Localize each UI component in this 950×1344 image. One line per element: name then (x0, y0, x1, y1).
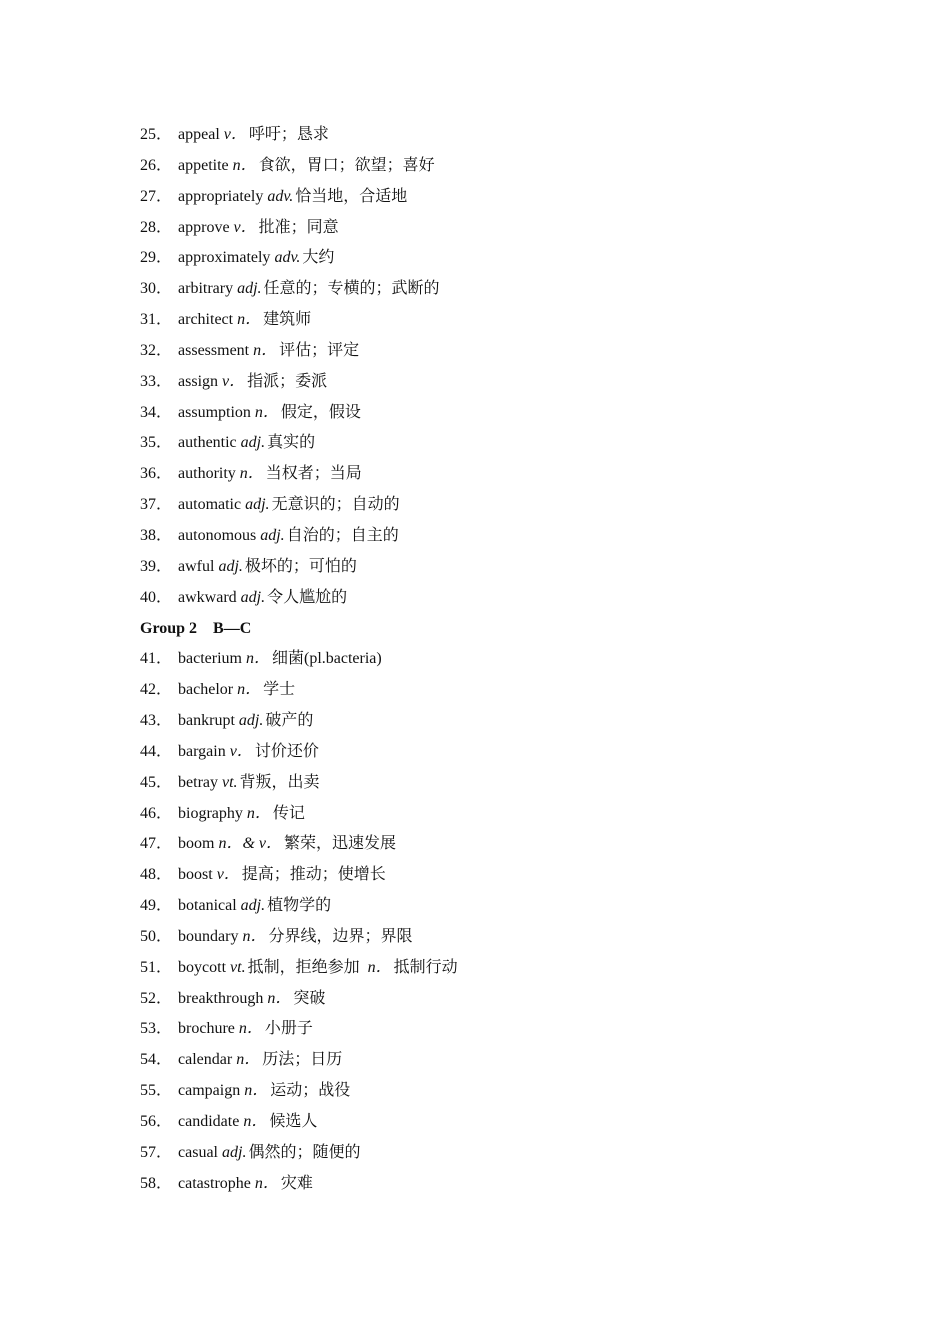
entry-number: 41． (140, 650, 173, 668)
entry-number: 53． (140, 1020, 173, 1038)
entry-number: 34． (140, 403, 173, 421)
entry-part-of-speech: n． (245, 650, 270, 668)
vocab-entry (140, 274, 840, 305)
entry-definition: 当权者；当局 (265, 465, 362, 483)
entry-number: 26． (140, 156, 173, 174)
entry-word: boycott (178, 958, 227, 976)
entry-word: boundary (178, 927, 239, 945)
vocab-entry (140, 552, 840, 583)
entry-definition: 背叛，出卖 (239, 773, 320, 791)
vocab-entry (140, 1138, 840, 1169)
entry-number: 37． (140, 496, 173, 514)
entry-definition: 破产的 (265, 712, 314, 730)
vocab-entry (140, 583, 840, 614)
entry-definition: 无意识的；自动的 (271, 496, 400, 514)
entry-word: appetite (178, 156, 229, 174)
group-heading: Group 2 B—C (140, 619, 252, 637)
entry-word: awkward (178, 588, 237, 606)
entry-definition: 真实的 (267, 434, 316, 452)
entry-word: bacterium (178, 650, 242, 668)
entry-number: 31． (140, 311, 173, 329)
entry-part-of-speech: v． (223, 126, 247, 143)
entry-definition: 讨价还价 (254, 742, 319, 760)
entry-word: assessment (178, 341, 250, 359)
entry-part-of-speech: adj. (240, 588, 266, 606)
entry-definition: 呼吁；恳求 (248, 126, 329, 143)
entry-part-of-speech: n． (239, 465, 264, 483)
entry-word: campaign (178, 1082, 241, 1100)
entry-part-of-speech: v． (216, 866, 240, 884)
entry-part-of-speech: n．& v． (218, 835, 283, 853)
entry-part-of-speech: n． (232, 156, 257, 174)
entry-number: 44． (140, 742, 173, 760)
entry-word: calendar (178, 1051, 233, 1069)
vocab-entry (140, 1169, 840, 1200)
entry-part-of-speech: adj. (238, 712, 264, 730)
vocab-entry (140, 799, 840, 830)
vocab-entry (140, 1107, 840, 1138)
entry-number: 35． (140, 434, 173, 452)
entry-part-of-speech-2: n． (367, 958, 392, 976)
entry-part-of-speech: adj. (245, 496, 270, 514)
entry-part-of-speech: adj. (240, 434, 266, 452)
entry-definition: 细菌(pl.bacteria) (272, 650, 382, 668)
entry-definition: 突破 (293, 989, 326, 1007)
entry-number: 40． (140, 588, 173, 606)
entry-definition: 小册子 (264, 1020, 313, 1038)
entry-number: 50． (140, 927, 173, 945)
entry-definition: 植物学的 (267, 897, 332, 915)
vocab-entry (140, 1014, 840, 1045)
entry-definition: 食欲，胃口；欲望；喜好 (258, 156, 435, 174)
entry-number: 36． (140, 465, 173, 483)
entry-part-of-speech: n． (237, 311, 262, 329)
vocabulary-list (140, 120, 840, 1200)
entry-definition: 指派；委派 (247, 372, 328, 390)
vocab-entry (140, 120, 840, 151)
entry-part-of-speech: n． (237, 681, 262, 699)
vocab-entry (140, 1045, 840, 1076)
vocab-entry (140, 336, 840, 367)
entry-definition: 恰当地，合适地 (295, 187, 408, 205)
entry-number: 42． (140, 681, 173, 699)
entry-definition: 灾难 (280, 1174, 313, 1192)
entry-number: 52． (140, 989, 173, 1007)
word-group (140, 120, 840, 614)
entry-word: candidate (178, 1113, 240, 1130)
entry-word: appeal (178, 126, 220, 143)
entry-word: authentic (178, 434, 237, 452)
entry-definition-2: 抵制行动 (393, 958, 458, 976)
vocab-entry (140, 768, 840, 799)
entry-word: catastrophe (178, 1174, 251, 1192)
entry-definition: 运动；战役 (270, 1082, 351, 1100)
entry-word: automatic (178, 496, 242, 514)
entry-definition: 偶然的；随便的 (248, 1143, 361, 1161)
entry-part-of-speech: n． (254, 403, 279, 421)
vocab-entry (140, 737, 840, 768)
entry-part-of-speech: n． (244, 1082, 269, 1100)
entry-definition: 建筑师 (263, 311, 312, 329)
entry-word: assumption (178, 403, 251, 421)
entry-part-of-speech: adv. (267, 187, 294, 205)
entry-part-of-speech: adj. (240, 897, 266, 915)
vocab-entry (140, 213, 840, 244)
entry-definition: 历法；日历 (262, 1051, 343, 1069)
entry-number: 55． (140, 1082, 173, 1100)
vocab-entry (140, 459, 840, 490)
entry-part-of-speech: vt. (230, 958, 246, 976)
vocab-entry (140, 675, 840, 706)
entry-definition: 极坏的；可怕的 (244, 557, 357, 575)
word-group (140, 644, 840, 1199)
entry-part-of-speech: adj. (260, 526, 285, 544)
entry-part-of-speech: v． (233, 218, 257, 236)
entry-part-of-speech: adv. (274, 249, 301, 267)
vocab-entry (140, 151, 840, 182)
entry-word: appropriately (178, 187, 264, 205)
entry-word: architect (178, 311, 234, 329)
entry-part-of-speech: n． (267, 989, 292, 1007)
entry-number: 56． (140, 1113, 173, 1130)
vocab-entry (140, 1076, 840, 1107)
entry-number: 57． (140, 1143, 173, 1161)
vocab-entry (140, 305, 840, 336)
entry-number: 58． (140, 1174, 173, 1192)
entry-definition: 假定，假设 (280, 403, 361, 421)
entry-word: approximately (178, 249, 271, 267)
entry-part-of-speech: v． (222, 372, 246, 390)
entry-word: breakthrough (178, 989, 264, 1007)
vocab-entry (140, 182, 840, 213)
entry-definition: 自治的；自主的 (286, 526, 399, 544)
entry-part-of-speech: adj. (218, 557, 243, 575)
entry-word: bachelor (178, 681, 234, 699)
entry-part-of-speech: adj. (222, 1143, 247, 1161)
entry-word: brochure (178, 1020, 235, 1038)
vocab-entry (140, 860, 840, 891)
entry-definition: 分界线，边界；界限 (268, 927, 413, 945)
vocab-entry (140, 521, 840, 552)
entry-word: authority (178, 465, 236, 483)
entry-definition: 批准；同意 (258, 218, 339, 236)
entry-number: 43． (140, 712, 173, 730)
entry-definition: 令人尴尬的 (267, 588, 348, 606)
entry-number: 51． (140, 958, 173, 976)
vocab-entry (140, 243, 840, 274)
entry-number: 30． (140, 280, 173, 298)
vocab-entry (140, 984, 840, 1015)
entry-part-of-speech: n． (253, 341, 278, 359)
entry-definition: 传记 (272, 804, 305, 822)
vocab-entry (140, 829, 840, 860)
vocab-entry (140, 398, 840, 429)
entry-definition: 大约 (302, 249, 335, 267)
entry-definition: 抵制，拒绝参加 (247, 958, 360, 976)
entry-word: assign (178, 372, 219, 390)
entry-definition: 评估；评定 (279, 341, 360, 359)
entry-word: betray (178, 773, 218, 791)
entry-number: 29． (140, 249, 173, 267)
entry-word: approve (178, 218, 230, 236)
entry-number: 33． (140, 372, 173, 390)
entry-word: awful (178, 557, 215, 575)
entry-word: bankrupt (178, 712, 235, 730)
entry-number: 32． (140, 341, 173, 359)
entry-definition: 任意的；专横的；武断的 (263, 280, 440, 298)
vocab-entry (140, 953, 840, 984)
entry-definition: 繁荣，迅速发展 (284, 835, 397, 853)
entry-word: boom (178, 835, 215, 853)
entry-part-of-speech: n． (254, 1174, 279, 1192)
entry-number: 49． (140, 897, 173, 915)
entry-word: casual (178, 1143, 218, 1161)
entry-number: 46． (140, 804, 173, 822)
entry-word: botanical (178, 897, 237, 915)
entry-definition: 提高；推动；使增长 (241, 866, 386, 884)
entry-word: boost (178, 866, 213, 884)
vocab-entry (140, 367, 840, 398)
entry-number: 27． (140, 187, 173, 205)
entry-word: arbitrary (178, 280, 234, 298)
vocab-entry (140, 706, 840, 737)
entry-number: 47． (140, 835, 173, 853)
entry-definition: 学士 (263, 681, 296, 699)
entry-word: biography (178, 804, 243, 822)
entry-part-of-speech: adj. (237, 280, 262, 298)
entry-number: 28． (140, 218, 173, 236)
entry-word: autonomous (178, 526, 257, 544)
entry-number: 45． (140, 773, 173, 791)
vocab-entry (140, 490, 840, 521)
entry-part-of-speech: n． (242, 927, 267, 945)
entry-number: 39． (140, 557, 173, 575)
entry-part-of-speech: v． (229, 742, 253, 760)
entry-number: 54． (140, 1051, 173, 1069)
entry-part-of-speech: n． (246, 804, 271, 822)
vocab-entry (140, 922, 840, 953)
entry-number: 25． (140, 126, 173, 143)
entry-word: bargain (178, 742, 226, 760)
vocab-entry (140, 891, 840, 922)
entry-definition: 候选人 (269, 1113, 318, 1130)
entry-part-of-speech: n． (236, 1051, 261, 1069)
entry-number: 48． (140, 866, 173, 884)
entry-part-of-speech: n． (238, 1020, 263, 1038)
vocab-entry (140, 428, 840, 459)
vocab-entry (140, 644, 840, 675)
entry-number: 38． (140, 526, 173, 544)
entry-part-of-speech: vt. (222, 773, 238, 791)
entry-part-of-speech: n． (243, 1113, 268, 1130)
